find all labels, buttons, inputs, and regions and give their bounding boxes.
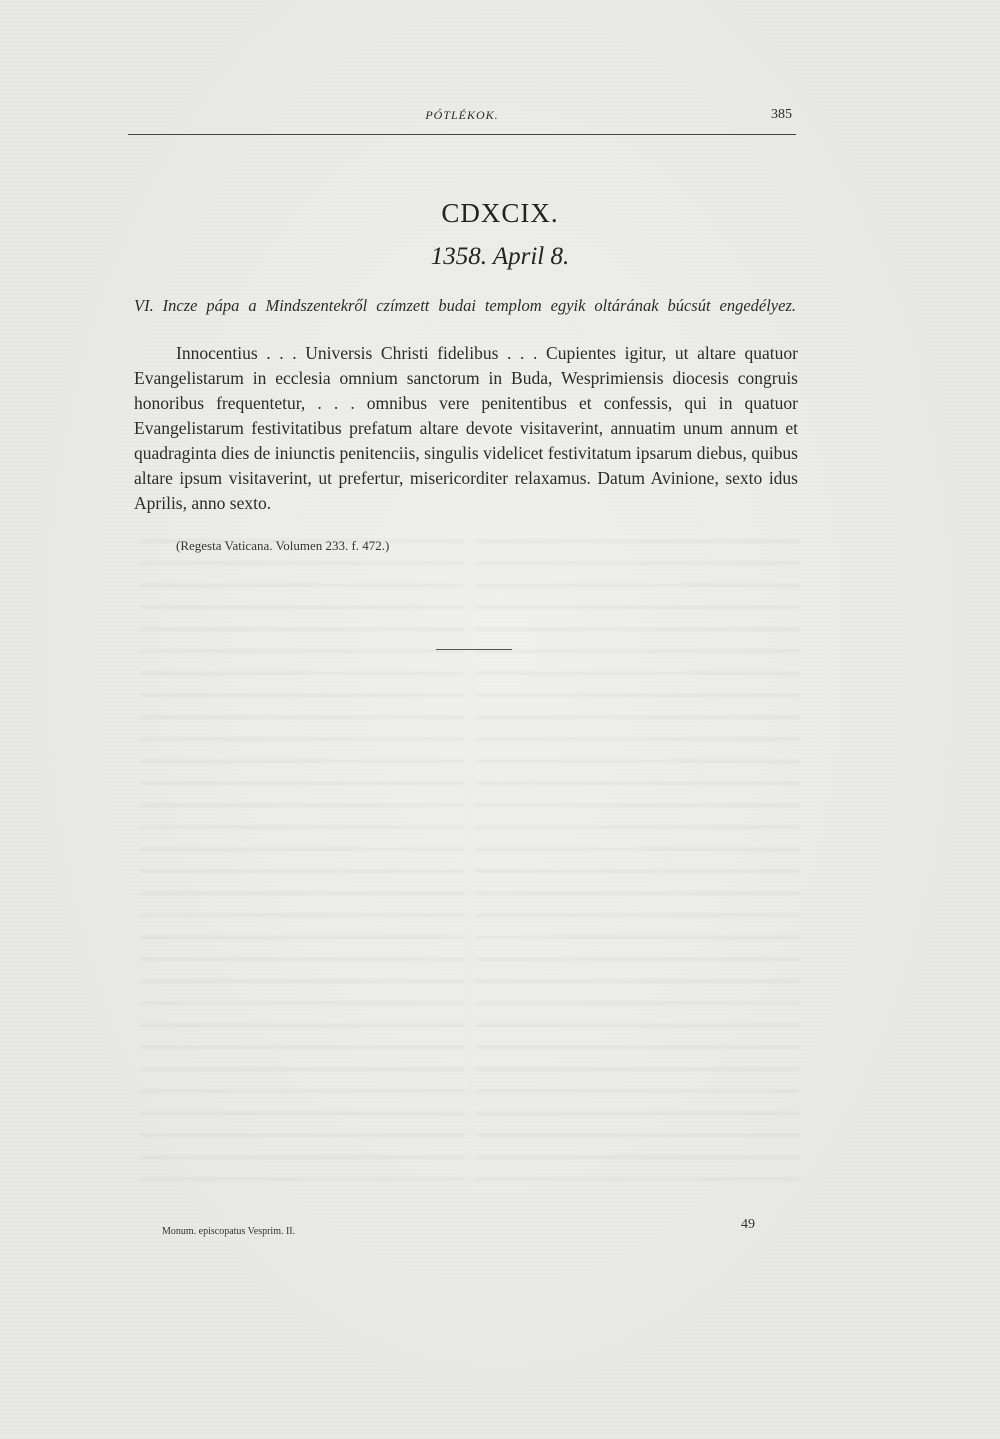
show-through-texture [140, 540, 800, 1180]
printer-signature: Monum. episcopatus Vesprim. II. [162, 1226, 296, 1237]
document-summary: VI. Incze pápa a Mindszentekről czímzett budai templom egyik oltárának búcsút engedélyez. [134, 296, 796, 315]
document-body [134, 341, 798, 516]
running-head [128, 108, 796, 132]
page-number: 385 [771, 107, 792, 122]
document-number: CDXCIX. [441, 198, 559, 228]
document-date: 1358. April 8. [430, 243, 570, 270]
header-rule [128, 134, 796, 135]
end-rule [436, 649, 512, 650]
signature-number: 49 [741, 1217, 755, 1232]
source-citation: (Regesta Vaticana. Volumen 233. f. 472.) [176, 538, 390, 553]
running-title: PÓTLÉKOK. [425, 108, 499, 122]
body-paragraph: Innocentius . . . Universis Christi fidelibus . . . Cupientes igitur, ut altare quatuor Evangelistarum in ecclesia omnium sanctorum in Buda, Wesprimiensis diocesis congruis honoribus frequentetur, . . . omnibus vere penitentibus et confessis, qui in quatuor Evangelistarum festivitatibus prefatum altare devote visitaverint, annuatim unum annum et quadraginta dies de iniunctis penitenciis, singulis videlicet festivitatum ipsarum diebus, quibus altare ipsum visitaverint, ut prefertur, misericorditer relaxamus. Datum Avinione, sexto idus Aprilis, anno sexto. [134, 343, 798, 513]
